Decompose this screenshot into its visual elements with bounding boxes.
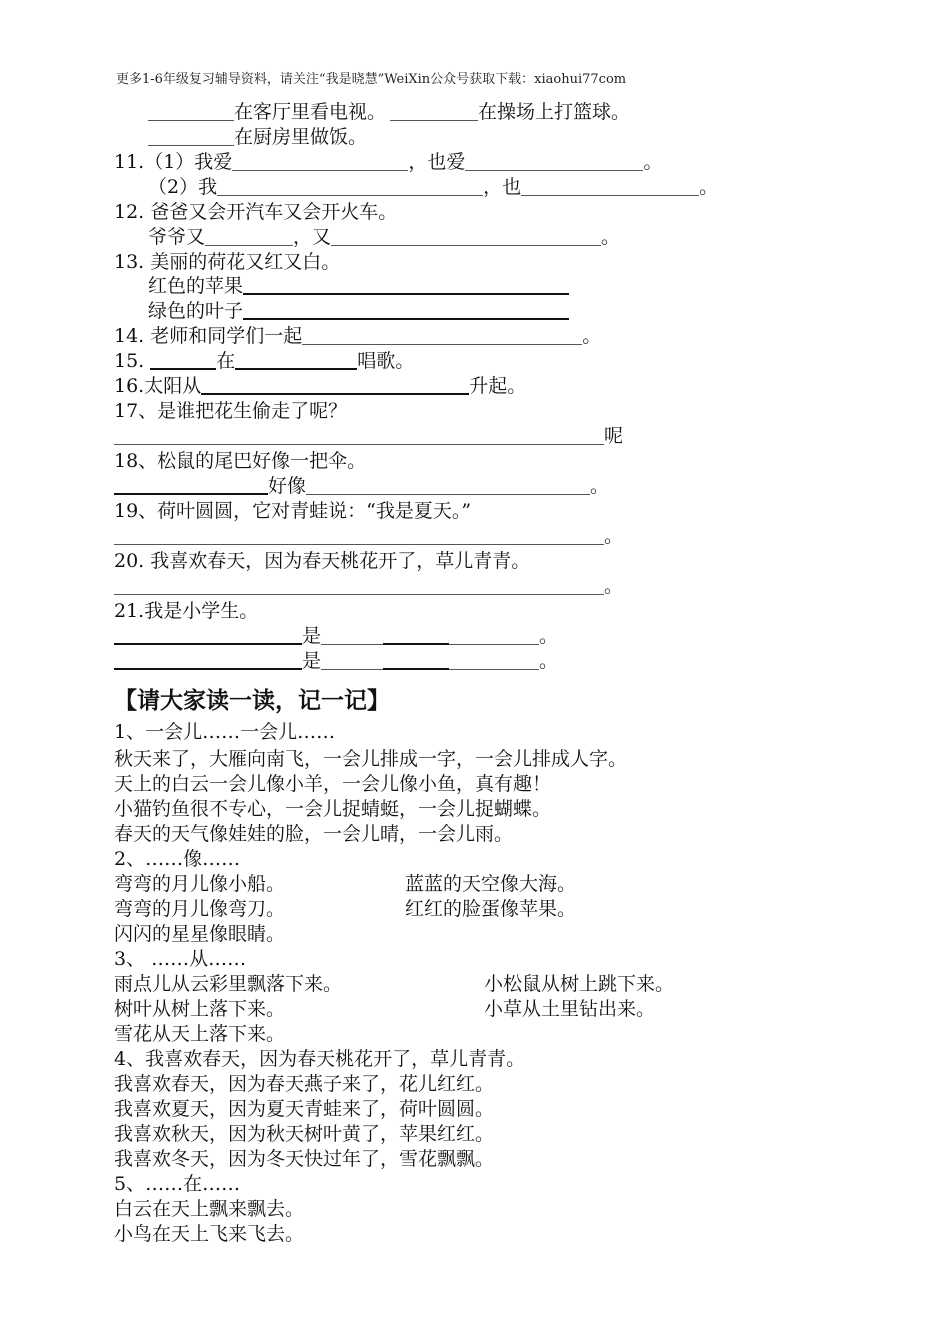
ex18-answer-line xyxy=(114,474,609,498)
ex11-p1-text-a: （1）我爱 xyxy=(144,151,233,173)
ex12-answer-line xyxy=(148,225,620,249)
reading-s4-line: 我喜欢秋天，因为秋天树叶黄了，苹果红红。 xyxy=(114,1123,495,1145)
ex13-text-2: 绿色的叶子 xyxy=(148,300,244,322)
reading-s2-right: 蓝蓝的天空像大海。 xyxy=(405,873,577,895)
ex11-number: 11. xyxy=(114,151,145,173)
ex13-line2 xyxy=(148,299,569,323)
answer-blank[interactable] xyxy=(235,367,357,370)
answer-blank[interactable] xyxy=(114,443,604,445)
ex11-p2-text-a: （2）我 xyxy=(148,176,218,198)
reading-s2-left: 闪闪的星星像眼睛。 xyxy=(114,923,286,945)
answer-blank[interactable] xyxy=(449,668,539,670)
section-title: 【请大家读一读，记一记】 xyxy=(114,688,390,714)
ex10-line1 xyxy=(148,100,630,124)
answer-blank[interactable] xyxy=(114,593,604,595)
reading-s4-title: 4、我喜欢春天，因为春天桃花开了，草儿青青。 xyxy=(114,1048,526,1070)
ex11-p2-end: 。 xyxy=(699,176,719,198)
ex12-end: 。 xyxy=(601,226,621,248)
ex17-answer-line xyxy=(114,424,623,448)
ex16-line xyxy=(114,374,526,398)
answer-blank[interactable] xyxy=(114,492,268,495)
answer-blank[interactable] xyxy=(449,643,539,645)
ex11-p2-text-b: ，也 xyxy=(483,176,522,198)
ex19-prompt: 19、荷叶圆圆，它对青蛙说：“我是夏天。” xyxy=(114,500,472,522)
ex20-answer-line xyxy=(114,574,623,598)
header-note: 更多1-6年级复习辅导资料，请关注“我是晓慧”WeiXin公众号获取下载：xiaohui77com xyxy=(116,72,627,87)
reading-s1-line: 秋天来了，大雁向南飞，一会儿排成一字，一会儿排成人字。 xyxy=(114,748,628,770)
ex19-answer-line xyxy=(114,524,623,548)
answer-blank[interactable] xyxy=(243,292,569,295)
ex16-text-b: 升起。 xyxy=(469,375,527,397)
answer-blank[interactable] xyxy=(114,543,604,545)
ex21-mid-2: 是 xyxy=(302,650,322,672)
answer-blank[interactable] xyxy=(232,169,408,171)
ex14-text: 14. 老师和同学们一起 xyxy=(114,325,303,347)
ex11-p1-text-b: ，也爱 xyxy=(408,151,466,173)
ex21-end-1: 。 xyxy=(539,625,559,647)
reading-s2-right: 红红的脸蛋像苹果。 xyxy=(405,898,577,920)
ex18-prompt: 18、松鼠的尾巴好像一把伞。 xyxy=(114,450,367,472)
answer-blank[interactable] xyxy=(321,643,383,645)
ex20-prompt: 20. 我喜欢春天，因为春天桃花开了，草儿青青。 xyxy=(114,550,531,572)
ex21-prompt: 21.我是小学生。 xyxy=(114,600,259,622)
ex21-mid-1: 是 xyxy=(302,625,322,647)
reading-s4-line: 我喜欢春天，因为春天燕子来了，花儿红红。 xyxy=(114,1073,495,1095)
answer-blank[interactable] xyxy=(465,169,643,171)
ex10-text-c: 在厨房里做饭。 xyxy=(234,126,368,148)
ex17-prompt: 17、是谁把花生偷走了呢？ xyxy=(114,400,348,422)
ex17-end: 呢 xyxy=(604,425,624,447)
reading-s3-left: 雪花从天上落下来。 xyxy=(114,1023,286,1045)
answer-blank[interactable] xyxy=(148,119,234,121)
answer-blank[interactable] xyxy=(114,642,302,645)
ex11-line2 xyxy=(148,175,718,199)
ex14-line xyxy=(114,324,601,348)
ex15-line xyxy=(114,349,414,373)
answer-blank[interactable] xyxy=(205,244,293,246)
ex21-end-2: 。 xyxy=(539,650,559,672)
ex15-text-b: 在 xyxy=(216,350,236,372)
answer-blank[interactable] xyxy=(201,392,469,395)
ex10-text-a: 在客厅里看电视。 xyxy=(234,101,387,123)
ex15-text-c: 唱歌。 xyxy=(357,350,415,372)
answer-blank[interactable] xyxy=(331,244,601,246)
answer-blank[interactable] xyxy=(217,194,483,196)
ex21-answer-line-2 xyxy=(114,649,558,673)
reading-s5-line: 小鸟在天上飞来飞去。 xyxy=(114,1223,305,1245)
reading-s2-left: 弯弯的月儿像小船。 xyxy=(114,873,286,895)
ex12-prompt: 12. 爸爸又会开汽车又会开火车。 xyxy=(114,201,398,223)
reading-s3-right: 小草从土里钻出来。 xyxy=(484,998,656,1020)
answer-blank[interactable] xyxy=(150,367,216,370)
ex13-prompt: 13. 美丽的荷花又红又白。 xyxy=(114,251,341,273)
reading-s1-line: 春天的天气像娃娃的脸，一会儿晴，一会儿雨。 xyxy=(114,823,514,845)
reading-s1-line: 天上的白云一会儿像小羊，一会儿像小鱼，真有趣！ xyxy=(114,773,552,795)
reading-s4-line: 我喜欢夏天，因为夏天青蛙来了，荷叶圆圆。 xyxy=(114,1098,495,1120)
ex20-end: 。 xyxy=(604,575,624,597)
reading-s2-left: 弯弯的月儿像弯刀。 xyxy=(114,898,286,920)
reading-s3-left: 雨点儿从云彩里飘落下来。 xyxy=(114,973,343,995)
ex18-end: 。 xyxy=(590,475,610,497)
ex14-end: 。 xyxy=(582,325,602,347)
answer-blank[interactable] xyxy=(383,642,449,645)
answer-blank[interactable] xyxy=(243,317,569,320)
reading-s4-line: 我喜欢冬天，因为冬天快过年了，雪花飘飘。 xyxy=(114,1148,495,1170)
answer-blank[interactable] xyxy=(148,144,234,146)
answer-blank[interactable] xyxy=(114,667,302,670)
ex13-text-1: 红色的苹果 xyxy=(148,275,244,297)
ex16-text-a: 16.太阳从 xyxy=(114,375,202,397)
answer-blank[interactable] xyxy=(521,194,699,196)
ex10-text-b: 在操场上打篮球。 xyxy=(478,101,631,123)
ex18-mid: 好像 xyxy=(268,475,307,497)
reading-s3-title: 3、 ……从…… xyxy=(114,948,247,970)
ex15-number: 15. xyxy=(114,350,151,372)
reading-s5-title: 5、……在…… xyxy=(114,1173,241,1195)
ex10-line2 xyxy=(148,125,367,149)
answer-blank[interactable] xyxy=(383,667,449,670)
reading-s5-line: 白云在天上飘来飘去。 xyxy=(114,1198,305,1220)
ex11-line1 xyxy=(114,150,662,174)
ex19-end: 。 xyxy=(604,525,624,547)
reading-s1-line: 小猫钓鱼很不专心，一会儿捉蜻蜓，一会儿捉蝴蝶。 xyxy=(114,798,552,820)
reading-s3-left: 树叶从树上落下来。 xyxy=(114,998,286,1020)
ex21-answer-line-1 xyxy=(114,624,558,648)
ex13-line1 xyxy=(148,274,569,298)
ex12-text-a: 爷爷又 xyxy=(148,226,206,248)
reading-s1-title: 1、一会儿……一会儿…… xyxy=(114,721,336,743)
answer-blank[interactable] xyxy=(302,343,582,345)
answer-blank[interactable] xyxy=(321,668,383,670)
reading-s2-title: 2、……像…… xyxy=(114,848,241,870)
answer-blank[interactable] xyxy=(306,493,590,495)
reading-s3-right: 小松鼠从树上跳下来。 xyxy=(484,973,675,995)
ex11-p1-end: 。 xyxy=(643,151,663,173)
ex12-text-b: ，又 xyxy=(293,226,332,248)
answer-blank[interactable] xyxy=(390,119,478,121)
